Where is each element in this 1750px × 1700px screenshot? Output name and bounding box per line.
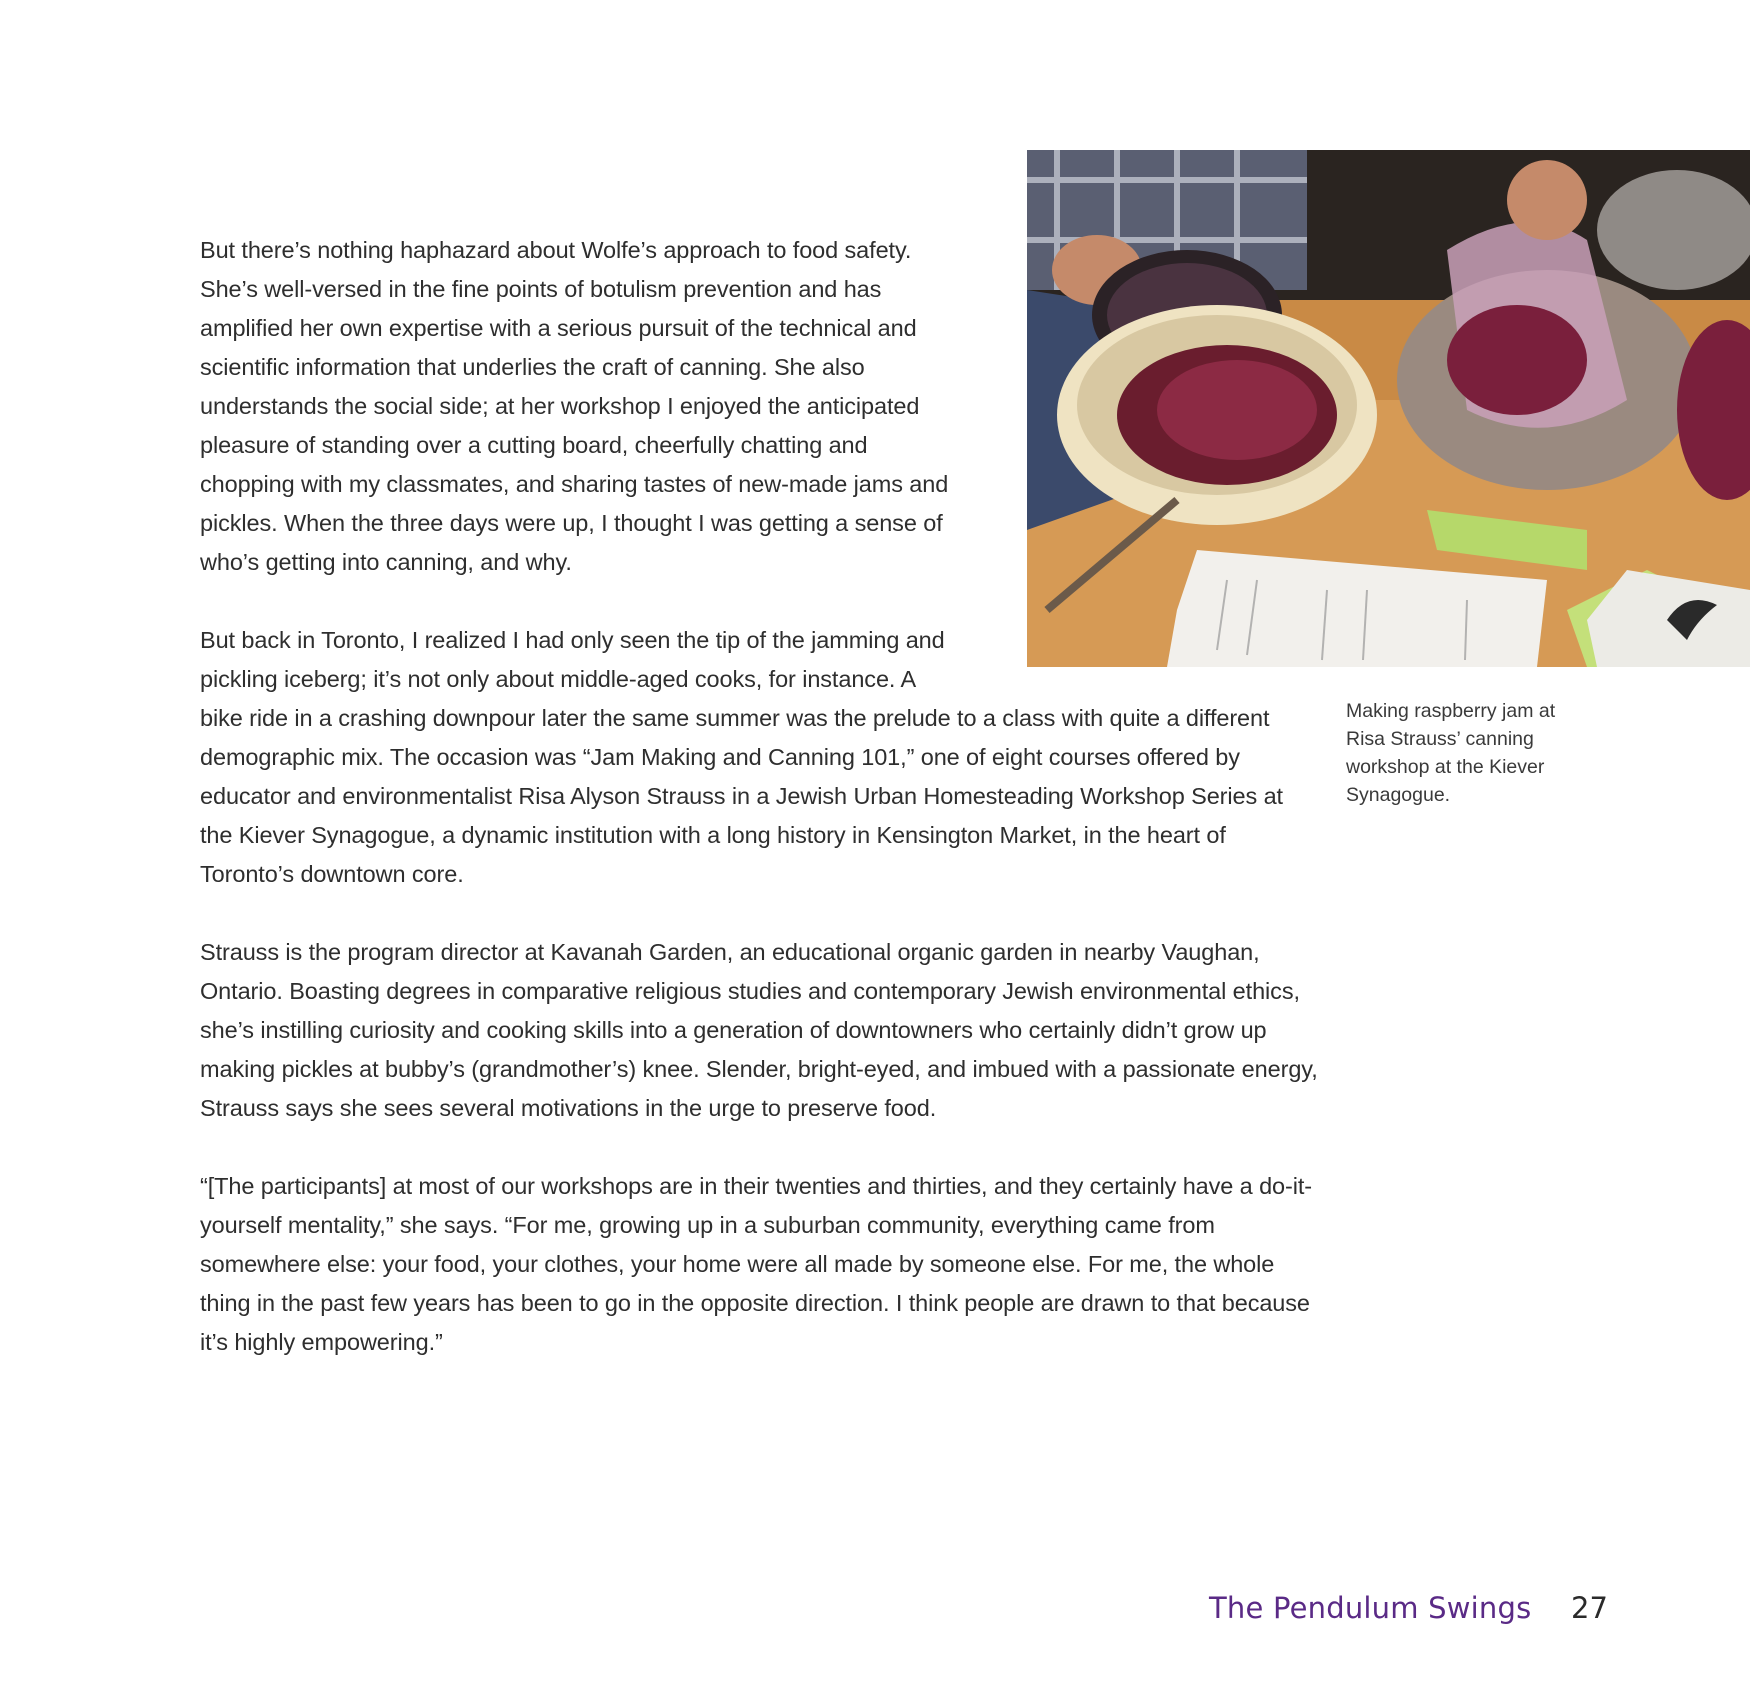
body-paragraph: “[The participants] at most of our workshops are in their twenties and thirties, and they certainly have a do-it-yourself mentality,” she says. “For me, growing up in a suburban community, everything came from somewhere else: your food, your clothes, your home were all made by someone else. For me, the whole thing in the past few years has been to go in the opposite direction. I think people are drawn to that because it’s highly empowering.” bbox=[200, 1173, 1313, 1355]
running-footer-title: The Pendulum Swings bbox=[1209, 1591, 1532, 1625]
photo-caption: Making raspberry jam at Risa Strauss’ canning workshop at the Kiever Synagogue. bbox=[1346, 700, 1556, 806]
article-body bbox=[200, 231, 1320, 1401]
body-paragraph: But back in Toronto, I realized I had only seen the tip of the jamming and pickling iceberg; it’s not only about middle-aged cooks, for instance. A bike ride in a crashing downpour later the same summer was the prelude to a class with quite a different demographic mix. The occasion was “Jam Making and Canning 101,” one of eight courses offered by educator and environmentalist Risa Alyson Strauss in a Jewish Urban Homesteading Workshop Series at the Kiever Synagogue, a dynamic institution with a long history in Kensington Market, in the heart of Toronto’s downtown core. bbox=[200, 627, 1283, 887]
body-paragraph: But there’s nothing haphazard about Wolfe’s approach to food safety. She’s well-versed in the fine points of botulism prevention and has amplified her own expertise with a serious pursuit of the technical and scientific information that underlies the craft of canning. She also understands the social side; at her workshop I enjoyed the anticipated pleasure of standing over a cutting board, cheerfully chatting and chopping with my classmates, and sharing tastes of new-made jams and pickles. When the three days were up, I thought I was getting a sense of who’s getting into canning, and why. bbox=[200, 237, 949, 575]
body-paragraph: Strauss is the program director at Kavanah Garden, an educational organic garden in nearby Vaughan, Ontario. Boasting degrees in comparative religious studies and contemporary Jewish environmental ethics, she’s instilling curiosity and cooking skills into a generation of downtowners who certainly didn’t grow up making pickles at bubby’s (grandmother’s) knee. Slender, bright-eyed, and imbued with a passionate energy, Strauss says she sees several motivations in the urge to preserve food. bbox=[200, 939, 1318, 1121]
photo-wrap-space bbox=[950, 231, 1320, 686]
page-number: 27 bbox=[1571, 1591, 1608, 1625]
